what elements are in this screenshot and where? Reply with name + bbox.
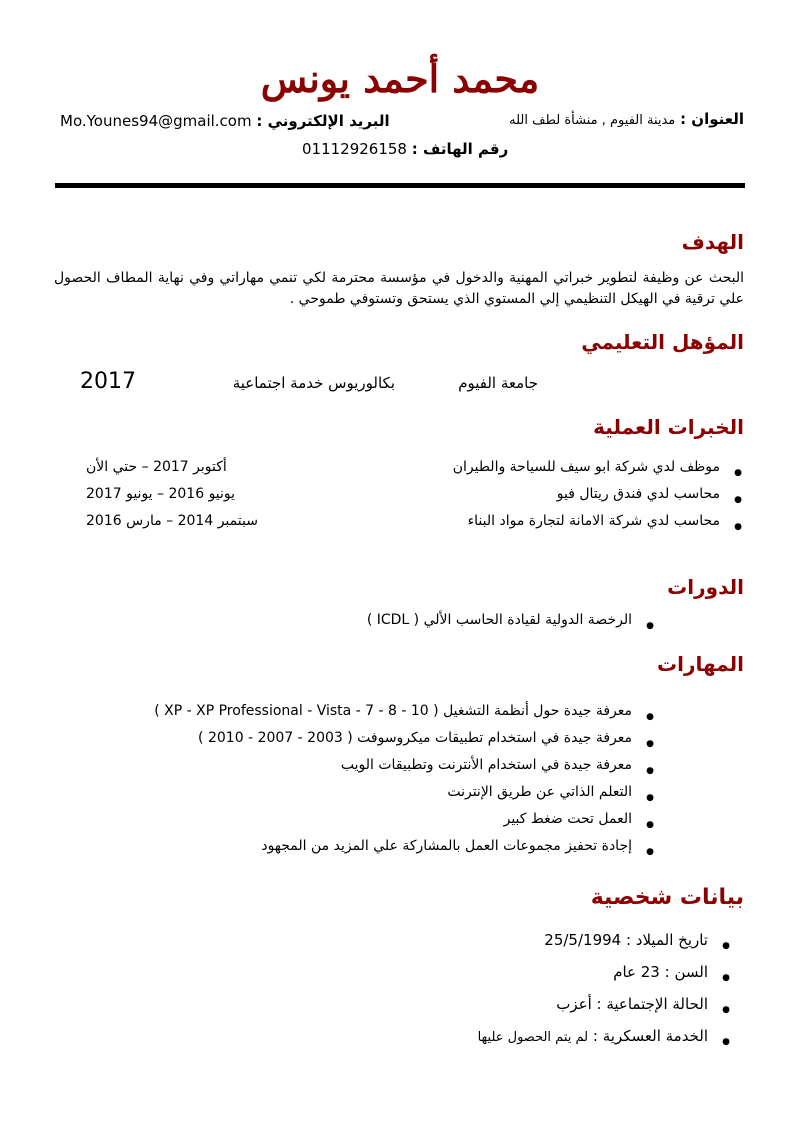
courses-list [367,610,632,630]
experience-item: ● موظف لدي شركة ابو سيف للسياحة والطيران [453,457,720,484]
skill-item: ● معرفة جيدة في استخدام تطبيقات ميكروسوفت ( 2003 - 2007 - 2010 ) [154,727,632,754]
header-divider [55,183,745,188]
personal-value: 23 عام [613,963,660,981]
personal-label: السن : [664,963,708,981]
skills-heading: المهارات [657,652,744,676]
personal-value: لم يتم الحصول عليها [477,1030,589,1045]
personal-item-birthdate [478,928,708,960]
personal-list [478,928,708,1056]
experience-list [453,457,720,538]
skill-item: ● معرفة جيدة حول أنظمة التشغيل ( XP - XP Professional - Vista - 7 - 8 - 10 ) [154,700,632,727]
course-item: ● الرخصة الدولية لقيادة الحاسب الألي ( ICDL ) [367,610,632,630]
education-heading: المؤهل التعليمي [581,330,744,354]
education-year: 2017 [80,369,136,394]
education-degree: بكالوريوس خدمة اجتماعية [232,374,395,392]
person-name: محمد أحمد يونس [260,56,540,101]
experience-period: يونيو 2016 – يونيو 2017 [86,486,236,502]
personal-item-age [478,960,708,992]
address-label: العنوان : [680,110,744,128]
skills-list [154,700,632,862]
personal-item-military-service [478,1024,708,1056]
education-university: جامعة الفيوم [458,374,538,392]
skill-item: ● معرفة جيدة في استخدام الأنترنت وتطبيقات الويب [154,754,632,781]
personal-label: الخدمة العسكرية : [592,1027,708,1045]
objective-heading: الهدف [681,230,744,254]
experience-period: سبتمبر 2014 – مارس 2016 [86,513,258,529]
phone-label: رقم الهاتف : [411,140,509,158]
personal-value: 25/5/1994 [544,931,622,949]
courses-heading: الدورات [667,575,744,599]
email-label: البريد الإلكتروني : [256,112,390,130]
experience-dates [86,457,258,538]
phone-row [302,140,508,158]
email-row [60,112,390,130]
skill-item: ● التعلم الذاتي عن طريق الإنترنت [154,781,632,808]
address-value: مدينة الفيوم , منشأة لطف الله [509,113,676,128]
objective-text: البحث عن وظيفة لتطوير خبراتي المهنية والدخول في مؤسسة محترمة لكي تنمي مهاراتي وفي نهاية المطاف الحصول علي ترقية في الهيكل التنظيمي إلي المستوي الذي يستحق وتستوفي طموحي . [54,270,744,307]
personal-heading: بيانات شخصية [590,885,744,910]
personal-item-marital-status [478,992,708,1024]
personal-value: أعزب [556,995,592,1013]
experience-item: ● محاسب لدي شركة الامانة لتجارة مواد البناء [453,511,720,538]
experience-item: ● محاسب لدي فندق ريتال فيو [453,484,720,511]
address-row [509,110,744,128]
experience-period: أكتوبر 2017 – حتي الأن [86,459,227,475]
personal-label: تاريخ الميلاد : [625,931,708,949]
email-value[interactable]: Mo.Younes94@gmail.com [60,112,252,130]
phone-value: 01112926158 [302,140,407,158]
personal-label: الحالة الإجتماعية : [596,995,708,1013]
skill-item: ● العمل تحت ضغط كبير [154,808,632,835]
skill-item: ● إجادة تحفيز مجموعات العمل بالمشاركة علي المزيد من المجهود [154,835,632,862]
experience-heading: الخبرات العملية [593,415,744,439]
